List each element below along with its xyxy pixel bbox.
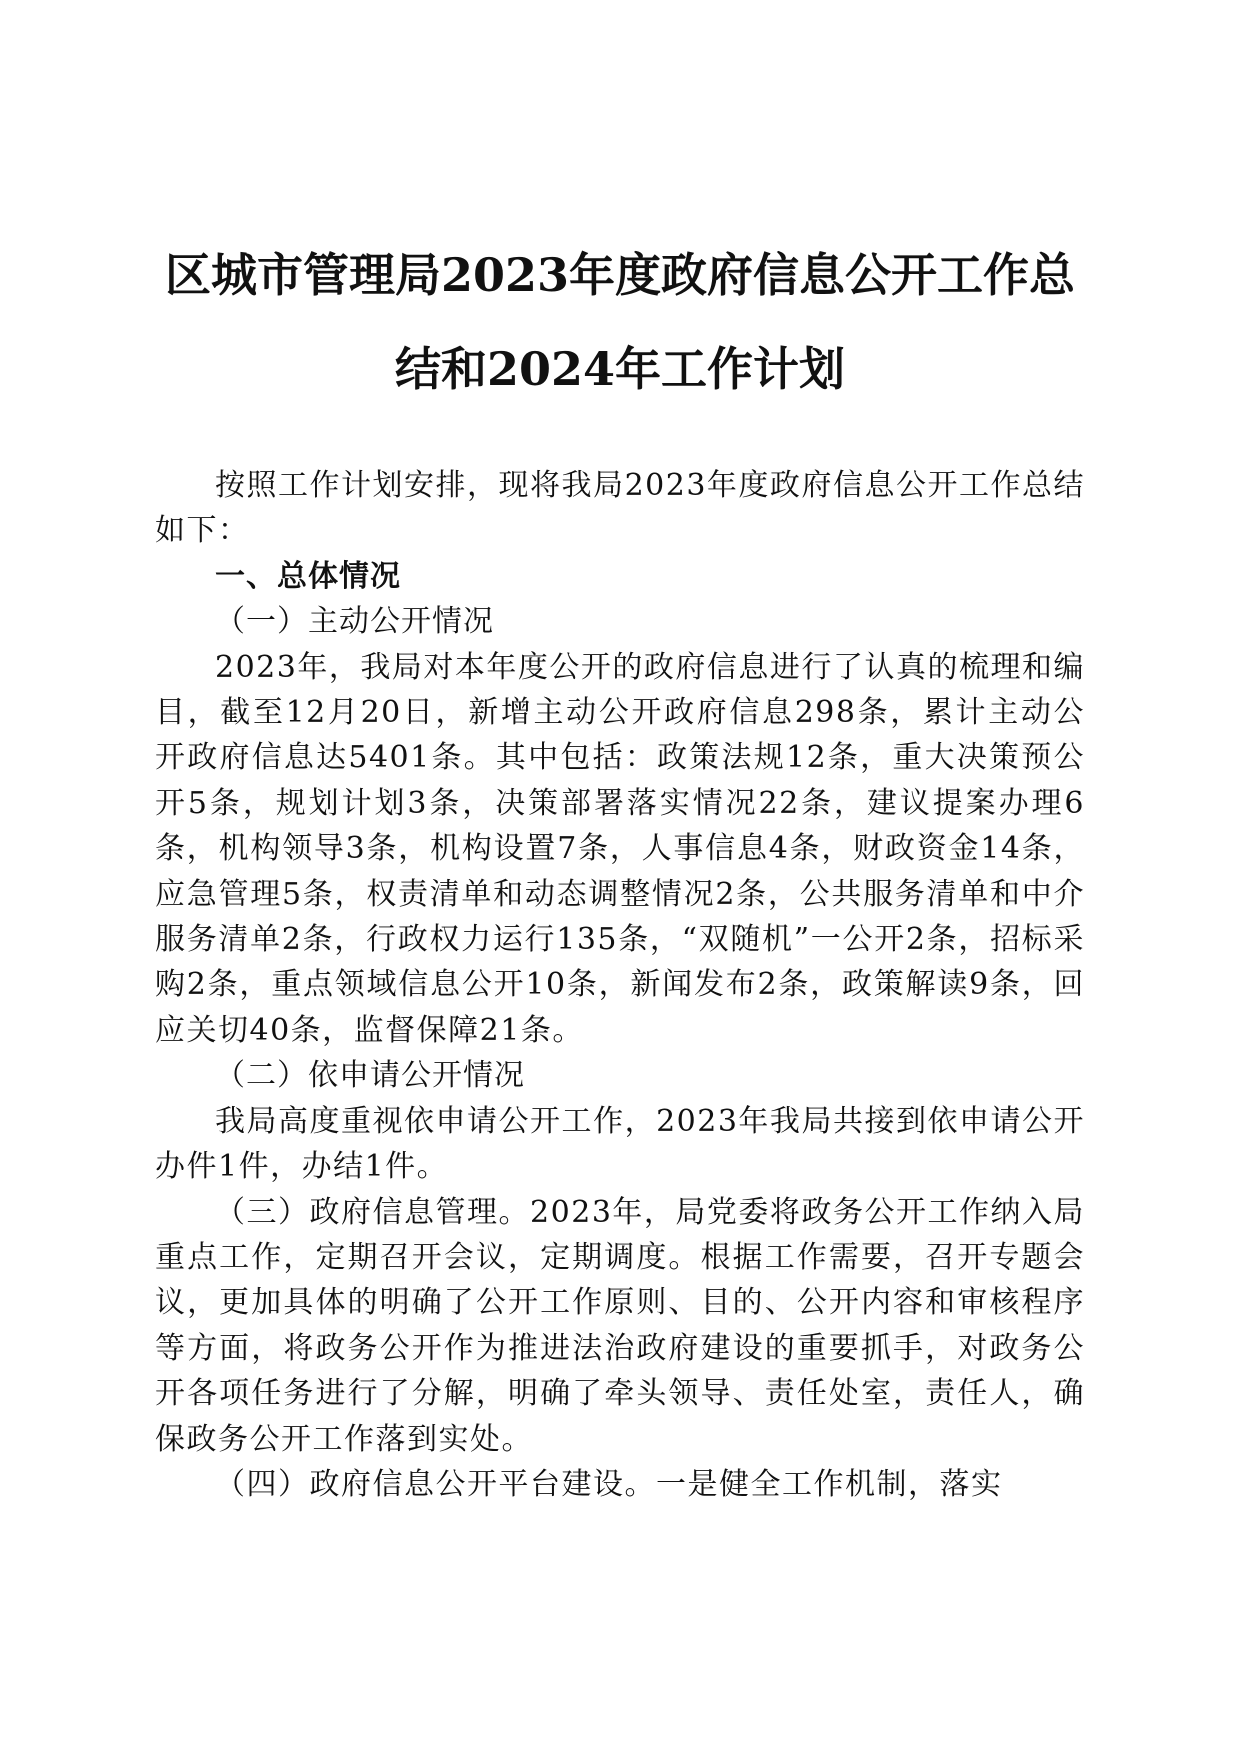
title-line-2: 结和2024年工作计划 xyxy=(394,342,846,396)
subsection-heading-proactive: （一）主动公开情况 xyxy=(215,604,494,640)
application-disclosure-paragraph: 我局高度重视依申请公开工作，2023年我局共接到依申请公开办件1件，办结1件。 xyxy=(155,1103,1085,1185)
title-line-1: 区城市管理局2023年度政府信息公开工作总 xyxy=(164,248,1076,302)
information-management-paragraph: （三）政府信息管理。2023年，局党委将政务公开工作纳入局重点工作，定期召开会议，定期调度。根据工作需要，召开专题会议，更加具体的明确了公开工作原则、目的、公开内容和审核程序等方面，将政务公开作为推进法治政府建设的重要抓手，对政务公开各项任务进行了分解，明确了牵头领导、责任处室，责任人，确保政务公开工作落到实处。 xyxy=(155,1194,1085,1457)
document-body xyxy=(155,463,1085,1507)
platform-construction-paragraph: （四）政府信息公开平台建设。一是健全工作机制，落实 xyxy=(215,1466,1003,1502)
proactive-disclosure-paragraph: 2023年，我局对本年度公开的政府信息进行了认真的梳理和编目，截至12月20日，新增主动公开政府信息298条，累计主动公开政府信息达5401条。其中包括：政策法规12条，重大决策预公开5条，规划计划3条，决策部署落实情况22条，建议提案办理6条，机构领导3条，机构设置7条，人事信息4条，财政资金14条，应急管理5条，权责清单和动态调整情况2条，公共服务清单和中介服务清单2条，行政权力运行135条，“双随机”一公开2条，招标采购2条，重点领域信息公开10条，新闻发布2条，政策解读9条，回应关切40条，监督保障21条。 xyxy=(155,649,1085,1048)
subsection-heading-application: （二）依申请公开情况 xyxy=(215,1058,525,1094)
section-heading-overall: 一、总体情况 xyxy=(215,558,401,594)
document-title xyxy=(140,228,1100,416)
intro-paragraph: 按照工作计划安排，现将我局2023年度政府信息公开工作总结如下： xyxy=(155,468,1085,549)
